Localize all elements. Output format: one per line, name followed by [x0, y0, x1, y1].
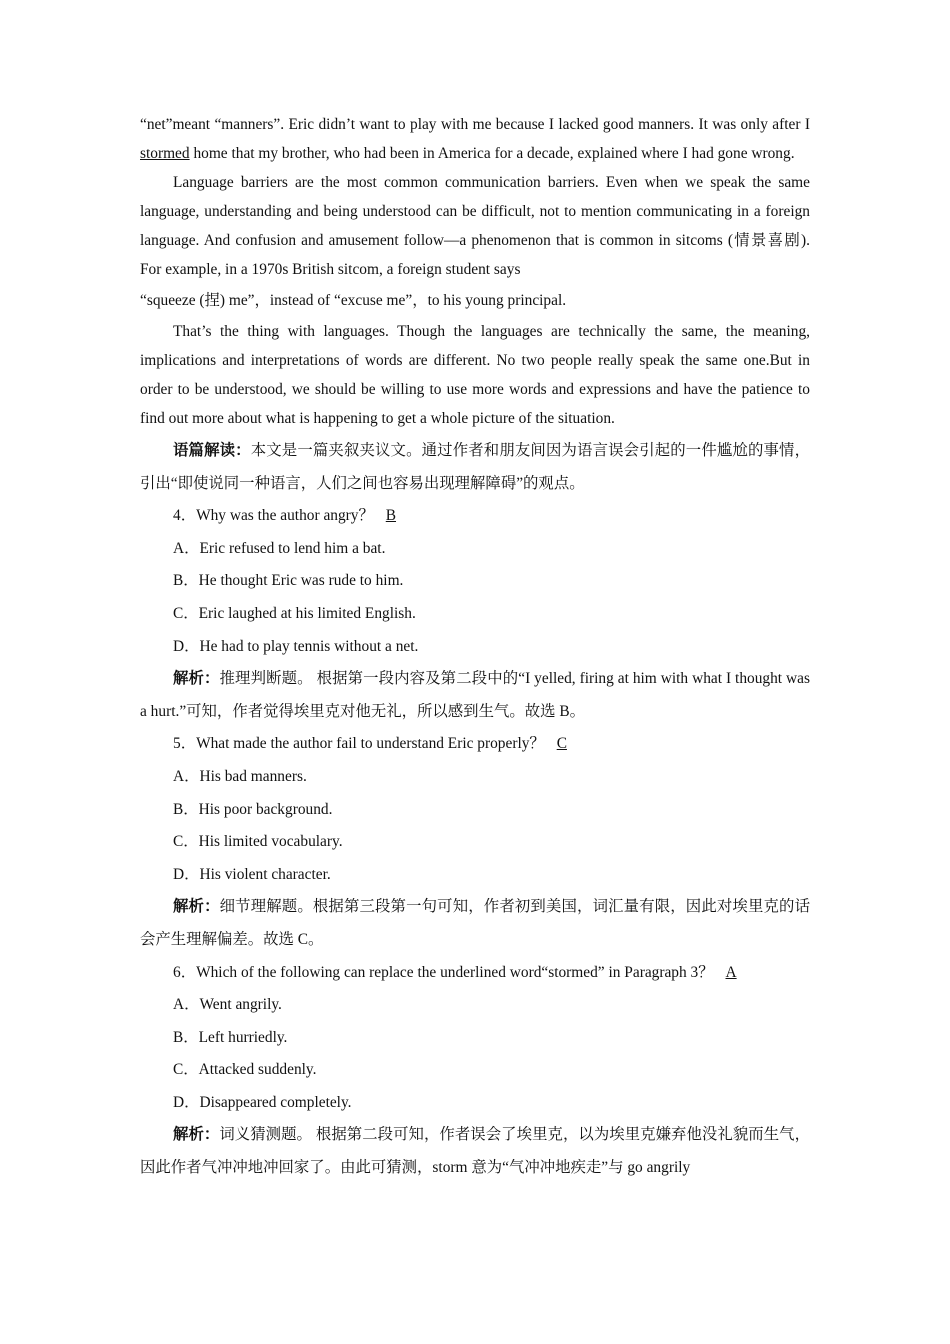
question-stem-text: 5．What made the author fail to understand Eric properly？	[173, 735, 545, 753]
question-4-stem	[140, 500, 810, 533]
question-stem-text: 4．Why was the author angry？	[173, 507, 374, 525]
option-d: D．He had to play tennis without a net.	[173, 637, 419, 655]
question-stem-text: 6．Which of the following can replace the underlined word“stormed” in Paragraph 3？	[173, 963, 714, 981]
option-a: A．Went angrily.	[173, 996, 282, 1014]
explanation-text: 细节理解题。根据第三段第一句可知，作者初到美国，词汇量有限，因此对埃里克的话会产生理解偏差。故选 C。	[140, 898, 810, 948]
document-page	[140, 110, 810, 1185]
explanation-label: 解析：	[173, 898, 220, 916]
option-a: A．His bad manners.	[173, 767, 307, 785]
paragraph-2-text: Language barriers are the most common communication barriers. Even when we speak the same language, understanding and being understood can be difficult, not to mention communicating in a foreign language. And confusion and amusement follow—a phenomenon that is common in sitcoms (情景喜剧). For example, in a 1970s British sitcom, a foreign student says	[140, 174, 810, 278]
answer-blank: A	[725, 963, 737, 981]
option-b: B．Left hurriedly.	[173, 1028, 288, 1046]
paragraph-2	[140, 168, 810, 284]
explanation-label: 解析：	[173, 670, 220, 688]
question-6-stem	[140, 957, 810, 990]
option-c: C．His limited vocabulary.	[173, 833, 343, 851]
paragraph-1	[140, 110, 810, 168]
reading-analysis-label: 语篇解读：	[173, 442, 251, 459]
option-a: A．Eric refused to lend him a bat.	[173, 539, 386, 557]
reading-analysis	[140, 435, 810, 500]
question-4-explanation	[140, 663, 810, 728]
option-d: D．His violent character.	[173, 865, 331, 883]
option-d: D．Disappeared completely.	[173, 1093, 352, 1111]
paragraph-3: That’s the thing with languages. Though the languages are technically the same, the meaning, implications and interpretations of words are different. No two people really speak the same one.But in order to be understood, we should be willing to use more words and expressions and have the patience to find out more about what is happening to get a whole picture of the situation.	[140, 323, 810, 427]
paragraph-1-text: “net”meant “manners”. Eric didn’t want to play with me because I lacked good manners. It was only after I	[140, 116, 810, 133]
answer-blank: C	[556, 735, 567, 753]
option-c: C．Attacked suddenly.	[173, 1061, 317, 1079]
underlined-word-stormed: stormed	[140, 145, 190, 162]
paragraph-1-text-cont: home that my brother, who had been in America for a decade, explained where I had gone wrong.	[189, 145, 795, 162]
reading-analysis-text: 本文是一篇夹叙夹议文。通过作者和朋友间因为语言误会引起的一件尴尬的事情，引出“即使说同一种语言，人们之间也容易出现理解障碍”的观点。	[140, 442, 810, 492]
option-c: C．Eric laughed at his limited English.	[173, 604, 416, 622]
question-5-stem	[140, 728, 810, 761]
explanation-text: 词义猜测题。 根据第二段可知，作者误会了埃里克，以为埃里克嫌弃他没礼貌而生气，因此作者气冲冲地冲回家了。由此可猜测，storm 意为“气冲冲地疾走”与 go angrily	[140, 1126, 810, 1177]
paragraph-2-quote-line: “squeeze (捏) me”，instead of “excuse me”，to his young principal.	[140, 292, 567, 309]
question-6-explanation	[140, 1119, 810, 1184]
option-b: B．He thought Eric was rude to him.	[173, 572, 404, 590]
option-b: B．His poor background.	[173, 800, 333, 818]
explanation-text: 推理判断题。 根据第一段内容及第二段中的“I yelled, firing at him with what I thought was a hurt.”可知，作者觉得埃里克对他无礼，所以感到生气。故选 B。	[140, 670, 810, 720]
explanation-label: 解析：	[173, 1126, 220, 1144]
answer-blank: B	[385, 507, 397, 525]
question-5-explanation	[140, 891, 810, 956]
